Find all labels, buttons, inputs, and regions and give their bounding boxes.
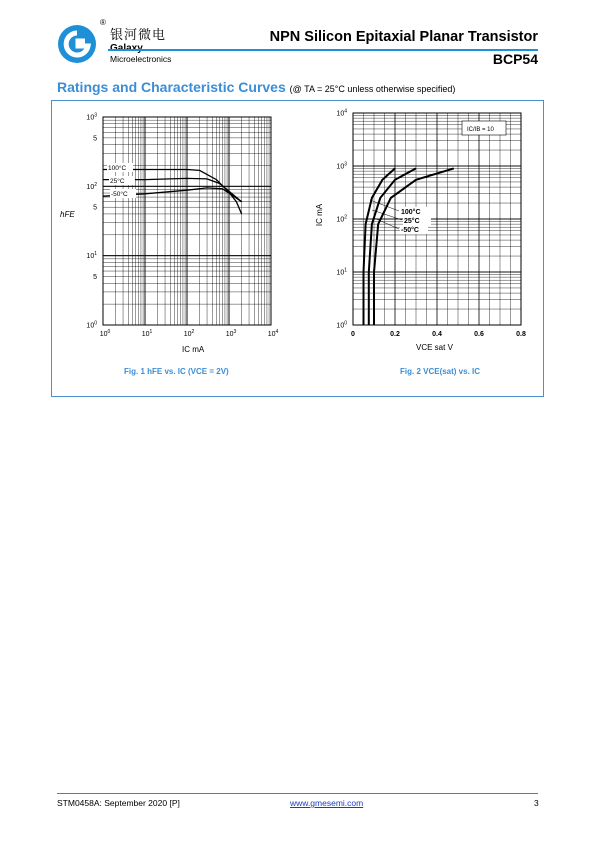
fig1-y-tick-label: $10^3$ (86, 112, 97, 122)
fig1-legend-label: 100°C (108, 165, 127, 172)
fig1-chart (60, 113, 279, 355)
part-number: BCP54 (492, 51, 538, 67)
fig2-x-tick-label: 0.6 (474, 331, 484, 338)
fig2-inset-label: IC/IB = 10 (467, 127, 494, 133)
fig1-x-tick-label: $10^3$ (225, 329, 237, 338)
footer-divider (57, 793, 538, 794)
fig2-y-axis-label: IC mA (315, 203, 324, 227)
fig1-x-tick-label: $10^0$ (99, 329, 111, 338)
fig1-y-tick-label: 5 (93, 204, 97, 212)
logo-company-subtitle: Microelectronics (110, 54, 172, 64)
fig1-legend-label: -50°C (111, 191, 128, 198)
document-title: NPN Silicon Epitaxial Planar Transistor (269, 29, 538, 45)
fig1-y-axis-label: hFE (60, 210, 75, 219)
fig2-chart (315, 109, 526, 353)
fig1-x-tick-label: $10^1$ (141, 329, 153, 338)
fig1-x-axis-label: IC mA (182, 345, 205, 354)
footer-website-link[interactable]: www.gmesemi.com (290, 798, 364, 808)
fig2-x-tick-label: 0.8 (516, 331, 526, 338)
fig1-y-tick-label: 5 (93, 274, 97, 282)
fig2-x-axis-label: VCE sat V (416, 343, 453, 352)
footer-doc-code: STM0458A: September 2020 [P] (57, 798, 180, 808)
section-condition: (@ TA = 25°C unless otherwise specified) (289, 84, 456, 94)
fig1-x-tick-label: $10^4$ (267, 329, 279, 338)
fig2-x-tick-label: 0 (351, 331, 355, 338)
fig1-legend-label: 25°C (110, 178, 125, 185)
fig2-legend-label: -50°C (401, 227, 419, 234)
fig1-y-tick-label: $10^0$ (86, 320, 97, 330)
fig2-legend-label: 25°C (404, 218, 420, 225)
registered-mark-icon: ® (100, 18, 106, 27)
fig2-y-tick-label: $10^2$ (336, 214, 347, 224)
fig2-y-tick-label: $10^1$ (336, 267, 347, 277)
fig2-y-tick-label: $10^0$ (336, 320, 347, 330)
fig2-x-tick-label: 0.4 (432, 331, 442, 338)
section-heading: Ratings and Characteristic Curves (57, 79, 286, 95)
fig2-x-tick-label: 0.2 (390, 331, 400, 338)
fig1-y-tick-label: 5 (93, 135, 97, 143)
footer-page-number: 3 (534, 798, 539, 808)
fig2-y-tick-label: $10^3$ (336, 161, 347, 171)
fig2-legend-leader (372, 210, 402, 220)
fig2-y-tick-label: $10^4$ (336, 108, 347, 118)
fig1-y-tick-label: $10^2$ (86, 181, 97, 191)
fig1-caption: Fig. 1 hFE vs. IC (VCE = 2V) (124, 367, 229, 376)
logo-chinese-name: 银河微电 (110, 28, 167, 43)
fig2-legend-label: 100°C (401, 209, 421, 216)
fig1-x-tick-label: $10^2$ (183, 329, 195, 338)
fig2-caption: Fig. 2 VCE(sat) vs. IC (400, 367, 481, 376)
fig1-y-tick-label: $10^1$ (86, 251, 97, 261)
